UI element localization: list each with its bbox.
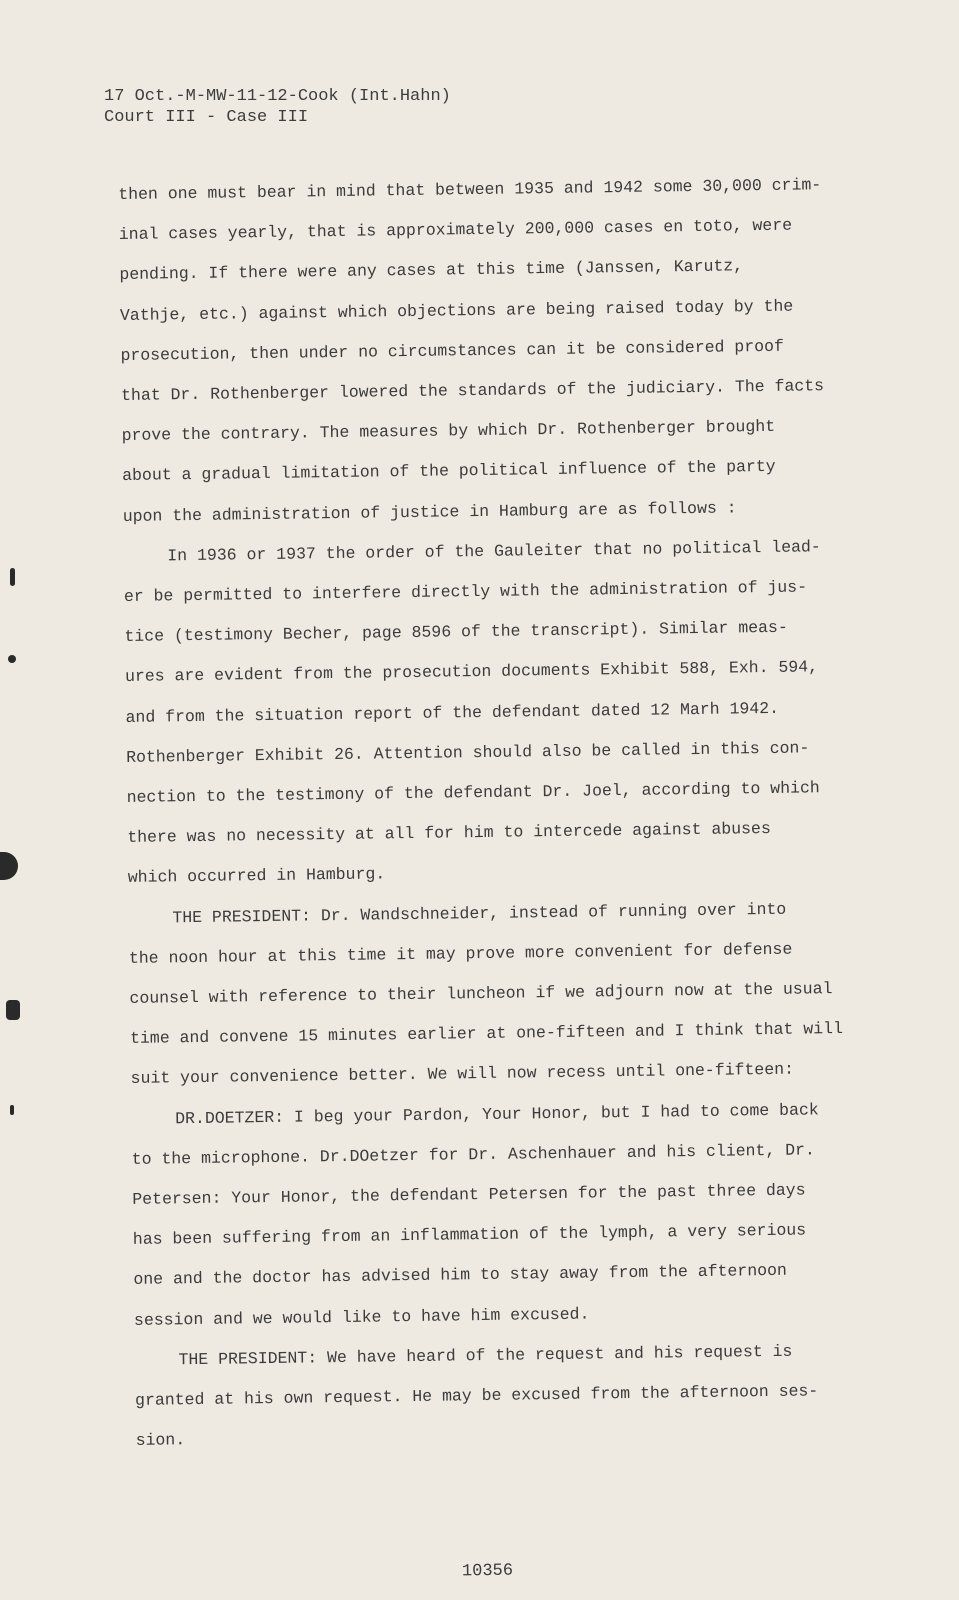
text-line: prove the contrary. The measures by which Dr. Rothenberger brought xyxy=(121,417,776,446)
text-line: sion. xyxy=(135,1430,186,1451)
header-line-1: 17 Oct.-M-MW-11-12-Cook (Int.Hahn) xyxy=(104,87,451,106)
binder-mark-3 xyxy=(0,852,18,880)
text-line: that Dr. Rothenberger lowered the standards of the judiciary. The facts xyxy=(120,376,825,405)
text-line: tice (testimony Becher, page 8596 of the transcript). Similar meas- xyxy=(124,617,788,647)
header xyxy=(104,86,451,128)
text-line: and from the situation report of the defendant dated 12 Marh 1942. xyxy=(125,698,780,727)
text-line: there was no necessity at all for him to intercede against abuses xyxy=(127,819,771,848)
text-line: about a gradual limitation of the political influence of the party xyxy=(122,457,776,486)
text-line: the noon hour at this time it may prove more convenient for defense xyxy=(128,939,793,968)
text-line: which occurred in Hamburg. xyxy=(127,864,386,888)
text-line: one and the doctor has advised him to stay away from the afternoon xyxy=(133,1261,788,1290)
text-line: THE PRESIDENT: Dr. Wandschneider, instead of running over into xyxy=(172,899,787,927)
text-line: inal cases yearly, that is approximately 200,000 cases en toto, were xyxy=(118,215,793,245)
binder-mark-4 xyxy=(6,1000,20,1020)
text-line: DR.DOETZER: I beg your Pardon, Your Honor, but I had to come back xyxy=(175,1099,819,1128)
text-line: granted at his own request. He may be excused from the afternoon ses- xyxy=(134,1381,819,1410)
text-line: time and convene 15 minutes earlier at one-fifteen and I think that will xyxy=(129,1019,844,1049)
text-line: has been suffering from an inflammation of the lymph, a very serious xyxy=(132,1220,807,1250)
text-line: then one must bear in mind that between 1935 and 1942 some 30,000 crim- xyxy=(118,175,822,204)
text-line: pending. If there were any cases at this time (Janssen, Karutz, xyxy=(119,256,744,285)
transcript-body xyxy=(118,164,896,1461)
text-line: THE PRESIDENT: We have heard of the request and his request is xyxy=(178,1341,793,1370)
text-line: upon the administration of justice in Hamburg are as follows : xyxy=(122,498,737,526)
text-line: Petersen: Your Honor, the defendant Petersen for the past three days xyxy=(132,1180,806,1209)
text-line: Rothenberger Exhibit 26. Attention should also be called in this con- xyxy=(125,738,810,767)
text-line: suit your convenience better. We will now recess until one-fifteen: xyxy=(130,1060,795,1089)
text-line: In 1936 or 1937 the order of the Gauleiter that no political lead- xyxy=(167,537,821,566)
binder-mark-2 xyxy=(8,655,16,663)
binder-mark-5 xyxy=(10,1105,14,1115)
text-line: to the microphone. Dr.DOetzer for Dr. Aschenhauer and his client, Dr. xyxy=(131,1140,816,1169)
text-line: prosecution, then under no circumstances can it be considered proof xyxy=(120,336,785,365)
text-line: session and we would like to have him excused. xyxy=(133,1304,590,1330)
page-number: 10356 xyxy=(461,1561,514,1582)
text-line: ures are evident from the prosecution documents Exhibit 588, Exh. 594, xyxy=(124,657,819,687)
text-line: Vathje, etc.) against which objections are being raised today by the xyxy=(119,296,794,325)
text-line: nection to the testimony of the defendant Dr. Joel, according to which xyxy=(126,778,820,807)
text-line: er be permitted to interfere directly with the administration of jus- xyxy=(123,577,808,606)
binder-mark-1 xyxy=(10,568,15,586)
text-line: counsel with reference to their luncheon if we adjourn now at the usual xyxy=(129,979,833,1008)
header-line-2: Court III - Case III xyxy=(104,108,309,127)
